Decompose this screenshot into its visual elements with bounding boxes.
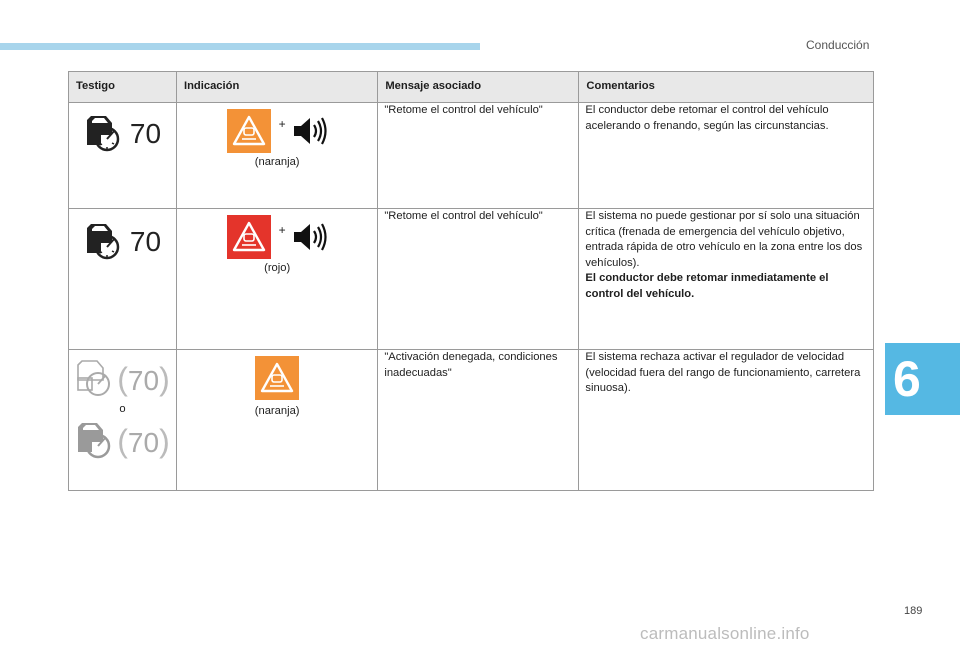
indicacion-cell [176,209,377,350]
header-comentarios: Comentarios [579,72,874,103]
plus-sign: + [278,223,286,238]
vehicle-speedometer-icon [84,223,124,261]
vehicle-speedometer-grey-icon [75,422,115,460]
indicacion-cell [176,103,377,209]
comentario-cell [579,209,874,350]
speed-value: 70 [129,118,162,149]
mensaje-cell: "Activación denegada, condiciones inadecuadas" [378,350,579,491]
testigo-cell [69,209,177,350]
warning-table [68,71,874,491]
collision-alert-icon [227,215,271,259]
header-accent-bar [0,43,480,50]
mensaje-cell: "Retome el control del vehículo" [378,209,579,350]
comentario-text: El conductor debe retomar el control del vehículo acelerando o frenando, según las circunstancias. [585,104,829,132]
section-title: Conducción [806,38,870,52]
table-row [69,350,874,491]
or-text: o [119,403,126,415]
indicacion-cell [176,350,377,491]
watermark: carmanualsonline.info [640,624,810,643]
testigo-cell [69,103,177,209]
vehicle-speedometer-icon [84,115,124,153]
comentario-text: El sistema rechaza activar el regulador de velocidad (velocidad fuera del rango de funcionamiento, carretera sinuosa). [585,351,861,394]
table-row [69,209,874,350]
header-testigo: Testigo [69,72,177,103]
color-label: (naranja) [254,156,300,168]
header-indicacion: Indicación [176,72,377,103]
comentario-text: El sistema no puede gestionar por sí solo una situación crítica (frenada de emergencia del vehículo objetivo, entrada rápida de otro vehículo en la zona entre los dos vehículos). [585,210,863,269]
collision-warning-icon [255,356,299,400]
speaker-sound-icon [292,222,328,252]
page-number: 189 [904,605,923,617]
speed-value-inactive: (70) [117,422,170,459]
mensaje-cell: "Retome el control del vehículo" [378,103,579,209]
table-header-row [69,72,874,103]
comentario-cell [579,350,874,491]
vehicle-speedometer-outline-icon [75,360,115,398]
table-row [69,103,874,209]
comentario-cell [579,103,874,209]
testigo-cell [69,350,177,491]
speed-value: 70 [129,226,162,257]
plus-sign: + [278,117,286,132]
chapter-tab: 6 [885,343,960,415]
comentario-bold-text: El conductor debe retomar inmediatamente el control del vehículo. [585,272,829,300]
color-label: (naranja) [254,405,300,417]
header-mensaje: Mensaje asociado [378,72,579,103]
color-label: (rojo) [264,262,291,274]
speaker-sound-icon [292,116,328,146]
collision-warning-icon [227,109,271,153]
speed-value-inactive: (70) [117,361,170,397]
